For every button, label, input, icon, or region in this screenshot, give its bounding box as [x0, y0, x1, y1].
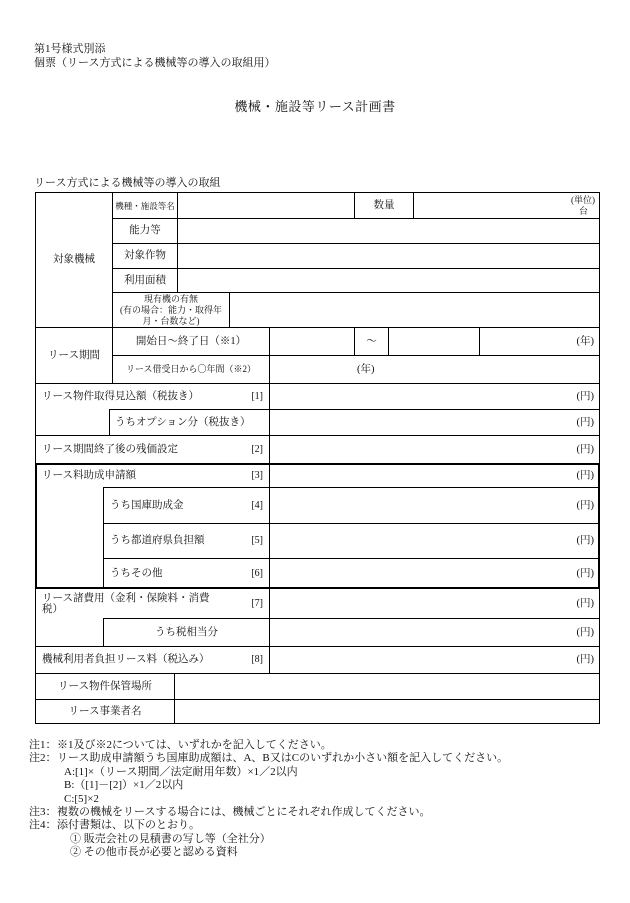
residual-number: [2]	[251, 444, 263, 455]
note-2	[29, 752, 508, 765]
footnotes	[29, 739, 508, 860]
other-subsidy-value-cell: (円)	[269, 558, 599, 588]
storage-location-blank-cell	[174, 673, 599, 699]
page-title: 機械・施設等リース計画書	[234, 99, 396, 114]
note-2-formula-b: B:（[1]－[2]）×1／2以内	[64, 779, 184, 792]
tax-portion-label-cell: うち税相当分	[103, 618, 269, 646]
subsidy-number: [3]	[251, 470, 263, 481]
capacity-label-cell: 能力等	[112, 218, 177, 243]
national-subsidy-number: [4]	[251, 499, 263, 511]
acquisition-number: [1]	[251, 390, 263, 402]
expense-value-cell: (円)	[269, 588, 599, 618]
note-3-text: 複数の機械をリースする場合には、機械ごとにそれぞれ作成してください。	[57, 806, 431, 819]
residual-label-cell	[36, 435, 269, 464]
unit-caption: (単位)	[571, 195, 595, 205]
model-name-blank-cell	[177, 193, 354, 218]
user-burden-label-cell	[36, 646, 269, 673]
other-subsidy-number: [6]	[251, 567, 263, 579]
period-duration-value-cell: (年)	[269, 355, 599, 383]
area-blank-cell	[177, 268, 599, 292]
prefectural-label: うち都道府県負担額	[110, 535, 205, 546]
prefectural-number: [5]	[251, 535, 263, 546]
form-reference-line1: 第1号様式別添	[34, 43, 106, 55]
user-burden-number: [8]	[251, 654, 263, 665]
subsidy-label-cell	[36, 464, 269, 487]
note-4-label: 注4：	[29, 819, 57, 832]
unit-value: 台	[578, 205, 588, 216]
subsidy-label: リース料助成申請額	[42, 470, 136, 481]
quantity-label-cell: 数量	[354, 193, 413, 218]
form-reference-line2: 個票（リース方式による機械等の導入の取組用）	[34, 56, 276, 69]
form-reference-block	[34, 43, 275, 70]
model-name-label-cell: 機種・施設等名	[112, 193, 177, 218]
tax-portion-value-cell: (円)	[269, 618, 599, 646]
crop-label-cell: 対象作物	[112, 243, 177, 268]
period-tilde-cell: ～	[354, 327, 388, 355]
existing-machine-line1: 現有機の有無	[143, 293, 198, 304]
lessor-name-blank-cell	[174, 699, 599, 723]
section-heading: リース方式による機械等の導入の取組	[34, 177, 221, 189]
residual-value-cell: (円)	[269, 435, 599, 464]
period-start-blank-cell	[269, 327, 354, 355]
storage-location-label-cell: リース物件保管場所	[36, 673, 174, 699]
area-label-cell: 利用面積	[112, 268, 177, 292]
note-4-text: 添付書類は、以下のとおり。	[57, 819, 200, 832]
national-subsidy-value-cell: (円)	[269, 487, 599, 523]
other-subsidy-label: うちその他	[110, 567, 163, 579]
other-subsidy-label-cell	[103, 558, 269, 588]
acquisition-label-cell	[36, 383, 269, 409]
crop-blank-cell	[177, 243, 599, 268]
user-burden-value-cell: (円)	[269, 646, 599, 673]
lease-plan-table	[35, 192, 600, 724]
acquisition-label: リース物件取得見込額（税抜き）	[42, 390, 199, 402]
period-start-end-label-cell: 開始日～終了日（※1）	[112, 327, 269, 355]
national-subsidy-label: うち国庫助成金	[110, 499, 184, 511]
prefectural-label-cell	[103, 523, 269, 558]
expense-number: [7]	[251, 597, 263, 609]
note-1-label: 注1：	[29, 739, 57, 751]
note-1-text: ※1及び※2については、いずれかを記入してください。	[57, 739, 332, 751]
note-2-text: リース助成申請額うち国庫助成額は、A、B又はCのいずれか小さい額を記入してください。	[57, 752, 509, 765]
existing-machine-line3: 月・台数など)	[142, 315, 200, 326]
option-label-cell: うちオプション分（税抜き）	[109, 409, 269, 435]
existing-machine-label-cell	[112, 292, 229, 327]
note-3-label: 注3：	[29, 806, 57, 819]
expense-label-cell	[36, 588, 269, 618]
existing-machine-blank-cell	[229, 292, 599, 327]
acquisition-value-cell: (円)	[269, 383, 599, 409]
note-3	[29, 806, 508, 819]
note-4-item-2: ② その他市長が必要と認める資料	[70, 846, 238, 859]
period-duration-label-cell: リース借受日から〇年間（※2）	[112, 355, 269, 383]
capacity-blank-cell	[177, 218, 599, 243]
subsidy-value-cell: (円)	[269, 464, 599, 487]
note-1	[29, 739, 508, 752]
national-subsidy-label-cell	[103, 487, 269, 523]
machine-group-header-cell: 対象機械	[53, 254, 95, 265]
note-2-formula-c: C:[5]×2	[64, 792, 99, 805]
residual-label: リース期間終了後の残価設定	[42, 444, 178, 455]
quantity-unit-cell	[413, 193, 599, 218]
period-year-unit-cell: (年)	[479, 327, 599, 355]
prefectural-value-cell: (円)	[269, 523, 599, 558]
expense-label: リース諸費用（金利・保険料・消費税）	[42, 592, 210, 615]
option-value-cell: (円)	[269, 409, 599, 435]
note-2-label: 注2：	[29, 752, 57, 765]
note-2-formula-a: A:[1]×（リース期間／法定耐用年数）×1／2以内	[64, 765, 298, 778]
lease-period-group-cell: リース期間	[36, 327, 112, 383]
note-4-item-1: ① 販売会社の見積書の写し等（全社分）	[70, 832, 271, 845]
lessor-name-label-cell: リース事業者名	[36, 699, 174, 723]
note-4	[29, 819, 508, 832]
existing-machine-line2: (有の場合：能力・取得年	[120, 304, 222, 315]
user-burden-label: 機械利用者負担リース料（税込み）	[42, 654, 210, 665]
period-end-blank-cell	[388, 327, 479, 355]
